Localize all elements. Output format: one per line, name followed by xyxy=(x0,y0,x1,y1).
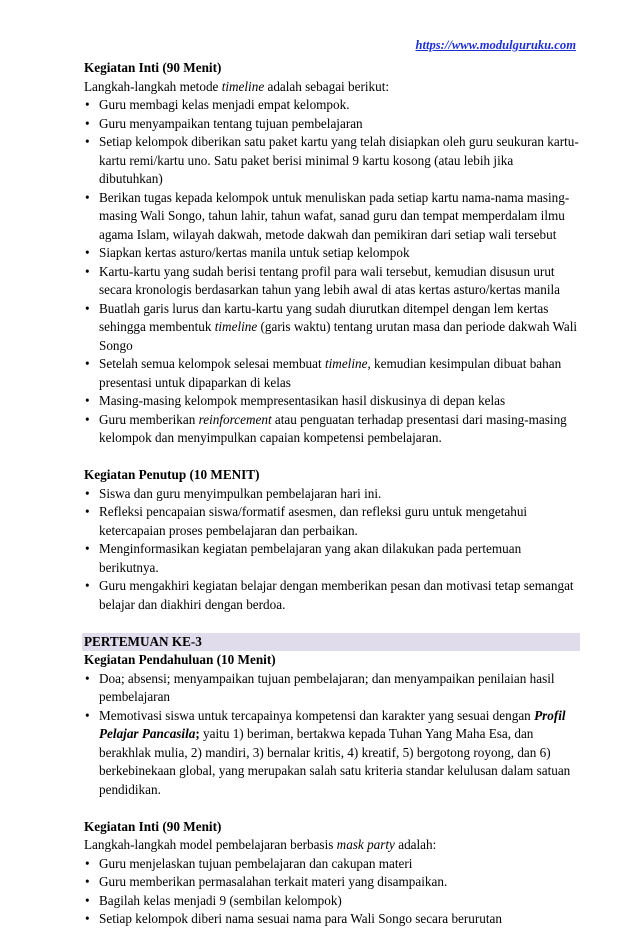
list-item: • Berikan tugas kepada kelompok untuk menuliskan pada setiap kartu nama-nama masing-masing Wali Songo, tahun lahir, tahun wafat, sanad guru dan tempat memperdalam ilmu agama Islam, wilayah dakwah, metode dakwah dan pemikiran dari setiap wali tersebut xyxy=(84,189,580,245)
list-item xyxy=(84,411,580,448)
section-intro xyxy=(84,836,580,855)
list-item: • Guru menyampaikan tentang tujuan pembelajaran xyxy=(84,115,580,134)
list-item: • Guru mengakhiri kegiatan belajar dengan memberikan pesan dan motivasi tetap semangat belajar dan diakhiri dengan berdoa. xyxy=(84,577,580,614)
bullet-list xyxy=(84,855,580,929)
list-item: • Doa; absensi; menyampaikan tujuan pembelajaran; dan menyampaikan penilaian hasil pembelajaran xyxy=(84,670,580,707)
list-item: • Siswa dan guru menyimpulkan pembelajaran hari ini. xyxy=(84,485,580,504)
list-item xyxy=(84,300,580,356)
intro-text: Langkah-langkah model pembelajaran berbasis xyxy=(84,837,337,852)
item-emphasis: timeline xyxy=(214,319,258,334)
list-item xyxy=(84,707,580,800)
section-heading-kegiatan-pendahuluan: Kegiatan Pendahuluan (10 Menit) xyxy=(84,652,276,667)
item-text: Memotivasi siswa untuk tercapainya kompetensi dan karakter yang sesuai dengan xyxy=(99,707,535,723)
item-text: atau penguatan terhadap presentasi dari masing-masing kelompok dan menyimpulkan capaian kompetensi pembelajaran. xyxy=(99,411,567,445)
item-text: (garis waktu) tentang urutan masa dan periode dakwah Wali Songo xyxy=(99,319,578,353)
spacer xyxy=(84,448,580,467)
intro-text: adalah sebagai berikut: xyxy=(264,78,390,94)
item-semicolon: ; xyxy=(195,726,200,741)
list-item: • Kartu-kartu yang sudah berisi tentang profil para wali tersebut, kemudian disusun urut secara kronologis berdasarkan tahun yang lebih awal di atas kertas asturo/kertas manila xyxy=(84,263,580,300)
pertemuan-title-bar: PERTEMUAN KE-3 xyxy=(82,633,580,652)
list-item: • Masing-masing kelompok mempresentasikan hasil diskusinya di depan kelas xyxy=(84,392,580,411)
item-emphasis: Profil Pelajar Pancasila xyxy=(99,707,566,741)
list-item: • Menginformasikan kegiatan pembelajaran yang akan dilakukan pada pertemuan berikutnya. xyxy=(84,540,580,577)
intro-text: Langkah-langkah metode xyxy=(84,78,222,94)
list-item: • Setiap kelompok diberikan satu paket kartu yang telah disiapkan oleh guru seukuran kartu-kartu remi/kartu uno. Satu paket berisi minimal 9 kartu kosong (atau lebih jika dibutuhkan) xyxy=(84,133,580,189)
item-emphasis: reinforcement xyxy=(198,411,272,427)
list-item: • Refleksi pencapaian siswa/formatif asesmen, dan refleksi guru untuk mengetahui ketercapaian proses pembelajaran dan perbaikan. xyxy=(84,503,580,540)
item-text: Guru memberikan xyxy=(99,411,199,427)
list-item xyxy=(84,355,580,392)
list-item: • Siapkan kertas asturo/kertas manila untuk setiap kelompok xyxy=(84,244,580,263)
list-item: • Guru membagi kelas menjadi empat kelompok. xyxy=(84,96,580,115)
item-text: , kemudian kesimpulan dibuat bahan presentasi untuk dipaparkan di kelas xyxy=(99,356,562,390)
section-heading-kegiatan-inti-2: Kegiatan Inti (90 Menit) xyxy=(84,818,222,834)
bullet-list xyxy=(84,670,580,800)
section-heading-kegiatan-inti: Kegiatan Inti (90 Menit) xyxy=(84,60,222,75)
intro-emphasis: mask party xyxy=(336,837,395,852)
item-emphasis: timeline xyxy=(324,356,368,371)
bullet-list xyxy=(84,485,580,615)
list-item: • Bagilah kelas menjadi 9 (sembilan kelompok) xyxy=(84,892,580,911)
header-url-link[interactable]: https://www.modulguruku.com xyxy=(415,38,576,52)
item-text: yaitu 1) beriman, bertakwa kepada Tuhan Yang Maha Esa, dan berakhlak mulia, 2) mandiri, 3) bernalar kritis, 4) kreatif, 5) bergotong royong, dan 6) berkebinekaan global, yang merupakan salah satu kriteria standar kelulusan dalam satuan pendidikan. xyxy=(99,726,571,797)
list-item: • Guru menjelaskan tujuan pembelajaran dan cakupan materi xyxy=(84,855,580,874)
item-text: Setelah semua kelompok selesai membuat xyxy=(99,356,325,371)
list-item: • Setiap kelompok diberi nama sesuai nama para Wali Songo secara berurutan xyxy=(84,910,580,929)
bullet-list xyxy=(84,96,580,448)
spacer xyxy=(84,799,580,818)
section-intro xyxy=(84,78,580,97)
intro-emphasis: timeline xyxy=(221,78,265,94)
list-item: • Guru memberikan permasalahan terkait materi yang disampaikan. xyxy=(84,873,580,892)
spacer xyxy=(84,614,580,633)
section-heading-kegiatan-penutup: Kegiatan Penutup (10 MENIT) xyxy=(84,467,260,482)
item-text: Buatlah garis lurus dan kartu-kartu yang sudah diurutkan ditempel dengan lem kertas sehingga membentuk xyxy=(99,300,549,334)
document-content xyxy=(84,59,580,929)
intro-text: adalah: xyxy=(394,837,437,852)
